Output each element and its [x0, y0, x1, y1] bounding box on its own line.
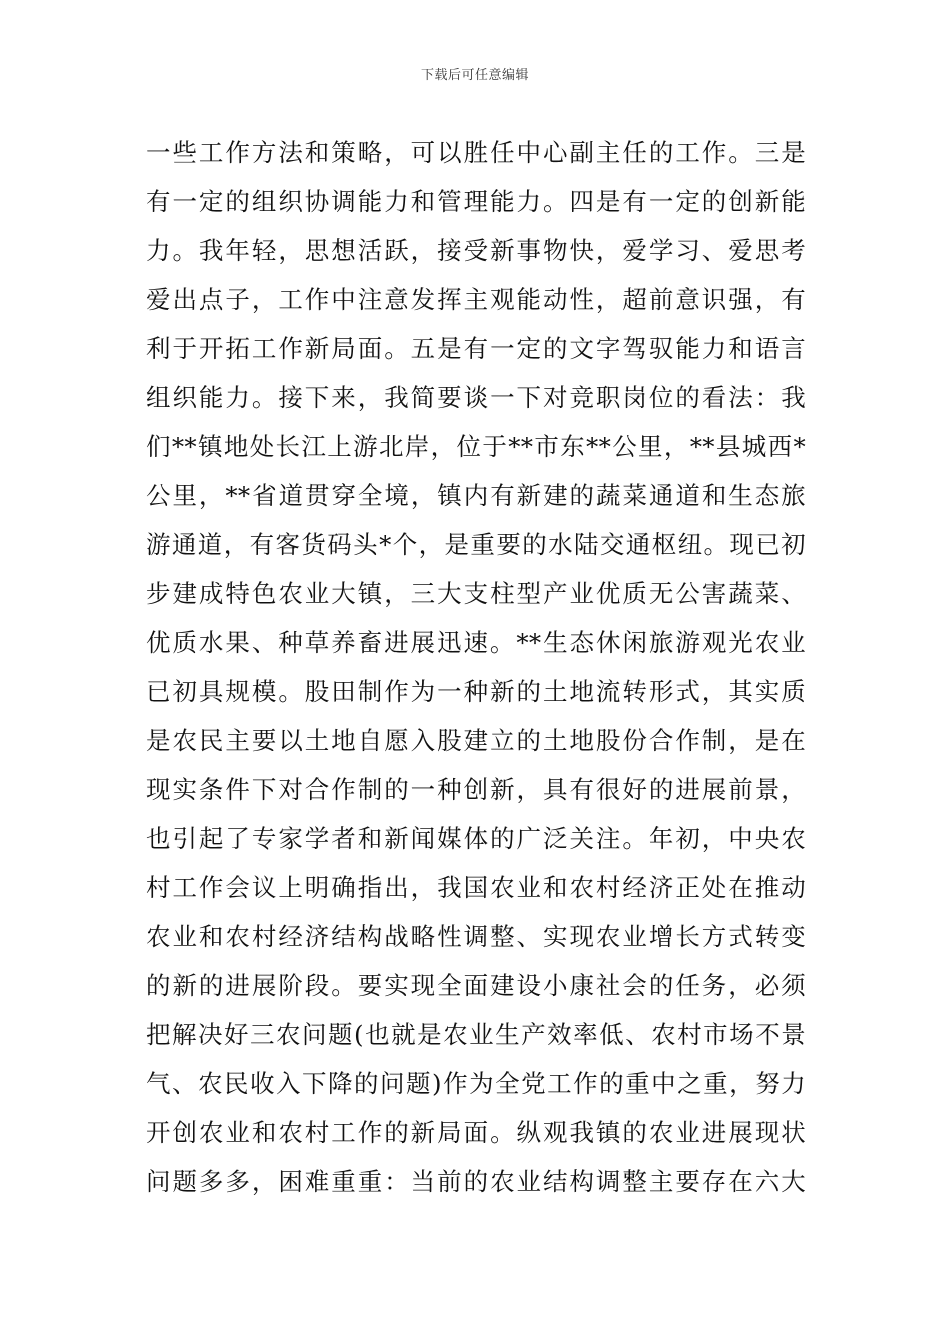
text-line: 一些工作方法和策略，可以胜任中心副主任的工作。三是	[146, 138, 806, 167]
page-header: 下载后可任意编辑	[420, 68, 529, 83]
text-line: 爱出点子，工作中注意发挥主观能动性，超前意识强，有	[146, 285, 806, 314]
text-line: 是农民主要以土地自愿入股建立的土地股份合作制，是在	[146, 726, 806, 755]
text-line: 村工作会议上明确指出，我国农业和农村经济正处在推动	[146, 873, 806, 902]
text-line: 现实条件下对合作制的一种创新，具有很好的进展前景，	[146, 775, 806, 804]
text-line: 把解决好三农问题(也就是农业生产效率低、农村市场不景	[146, 1020, 806, 1049]
text-line: 们**镇地处长江上游北岸，位于**市东**公里，**县城西*	[146, 432, 806, 461]
text-line: 力。我年轻，思想活跃，接受新事物快，爱学习、爱思考	[146, 236, 806, 265]
text-line: 步建成特色农业大镇，三大支柱型产业优质无公害蔬菜、	[146, 579, 806, 608]
text-line: 气、农民收入下降的问题)作为全党工作的重中之重，努力	[146, 1069, 806, 1098]
document-body	[146, 128, 806, 1206]
text-line: 农业和农村经济结构战略性调整、实现农业增长方式转变	[146, 922, 806, 951]
text-line: 游通道，有客货码头*个，是重要的水陆交通枢纽。现已初	[146, 530, 806, 559]
text-line: 开创农业和农村工作的新局面。纵观我镇的农业进展现状	[146, 1118, 806, 1147]
text-line: 优质水果、种草养畜进展迅速。**生态休闲旅游观光农业	[146, 628, 806, 657]
text-line: 公里，**省道贯穿全境，镇内有新建的蔬菜通道和生态旅	[146, 481, 806, 510]
text-line: 组织能力。接下来，我简要谈一下对竞职岗位的看法：我	[146, 383, 806, 412]
text-line: 有一定的组织协调能力和管理能力。四是有一定的创新能	[146, 187, 806, 216]
text-line: 问题多多，困难重重：当前的农业结构调整主要存在六大	[146, 1167, 806, 1196]
text-line: 的新的进展阶段。要实现全面建设小康社会的任务，必须	[146, 971, 806, 1000]
text-line: 也引起了专家学者和新闻媒体的广泛关注。年初，中央农	[146, 824, 806, 853]
text-line: 已初具规模。股田制作为一种新的土地流转形式，其实质	[146, 677, 806, 706]
text-line: 利于开拓工作新局面。五是有一定的文字驾驭能力和语言	[146, 334, 806, 363]
